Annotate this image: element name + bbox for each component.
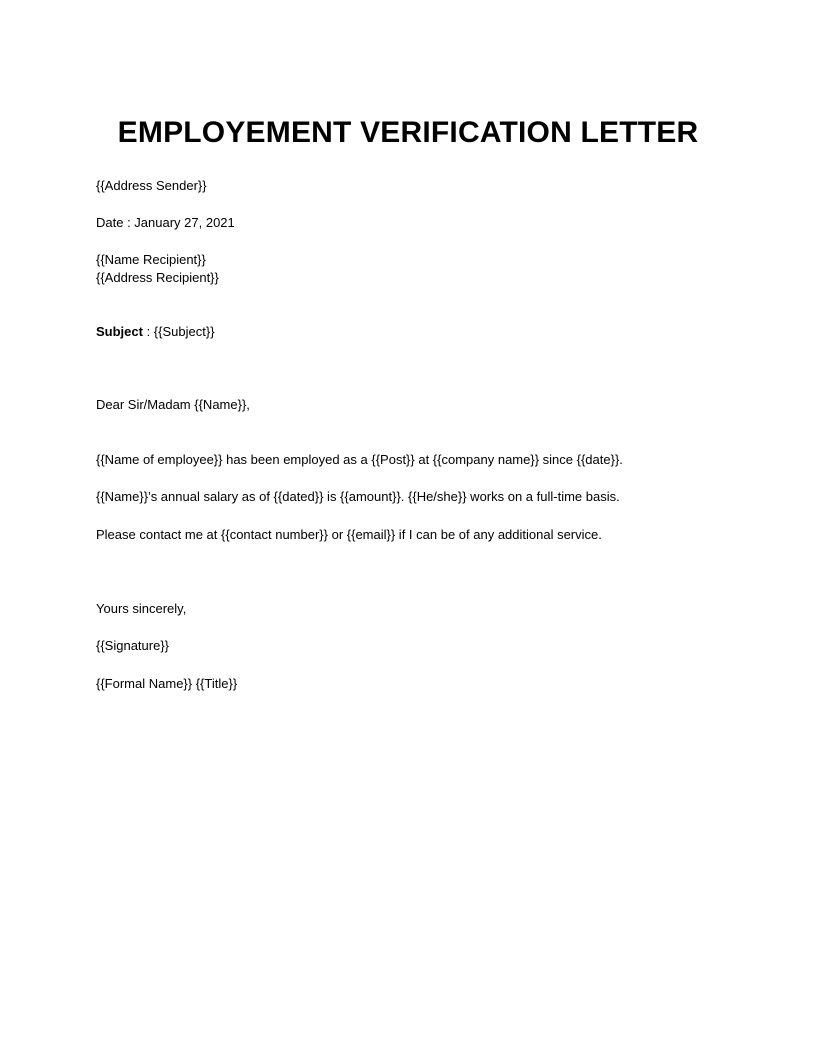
name-recipient: {{Name Recipient}} (96, 252, 206, 267)
salutation: Dear Sir/Madam {{Name}}, (96, 397, 250, 412)
paragraph-employment: {{Name of employee}} has been employed as a {{Post}} at {{company name}} since {{date}}. (96, 452, 623, 467)
subject-label: Subject (96, 324, 143, 339)
letter-title: EMPLOYEMENT VERIFICATION LETTER (117, 116, 699, 149)
paragraph-contact: Please contact me at {{contact number}} or {{email}} if I can be of any additional service. (96, 527, 602, 542)
signature: {{Signature}} (96, 638, 170, 653)
address-sender: {{Address Sender}} (96, 178, 207, 193)
address-recipient: {{Address Recipient}} (96, 270, 219, 285)
closing: Yours sincerely, (96, 601, 187, 616)
subject-value: : {{Subject}} (142, 324, 215, 339)
subject-line (96, 323, 215, 341)
formal-name-title: {{Formal Name}} {{Title}} (96, 676, 238, 691)
date-line: Date : January 27, 2021 (96, 215, 235, 230)
paragraph-salary: {{Name}}’s annual salary as of {{dated}} is {{amount}}. {{He/she}} works on a full-time basis. (96, 489, 620, 504)
